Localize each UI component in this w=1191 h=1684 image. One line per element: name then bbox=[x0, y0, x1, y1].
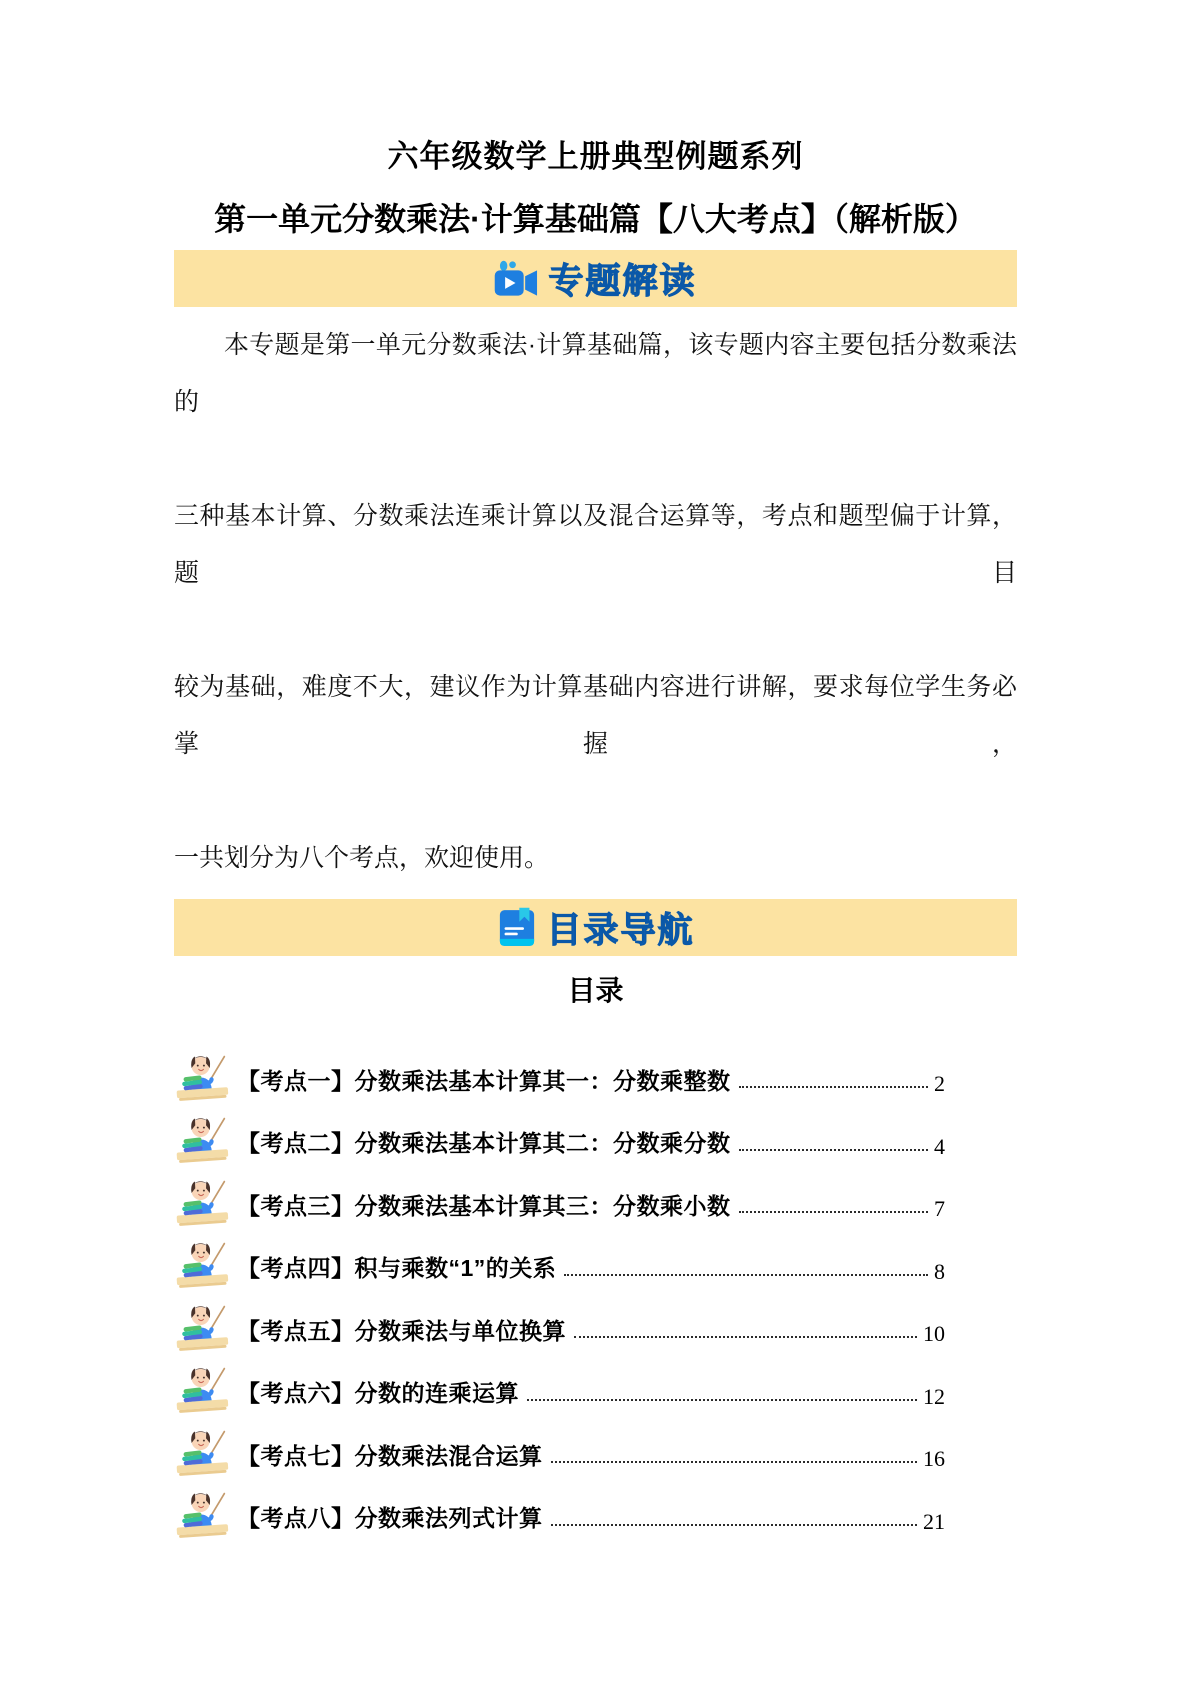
toc-dotted-leader bbox=[739, 1086, 929, 1088]
student-avatar-icon bbox=[174, 1048, 231, 1105]
toc-heading: 目录 bbox=[567, 975, 624, 1006]
toc-item-7[interactable] bbox=[174, 1423, 945, 1486]
toc-item-label: 【考点六】分数的连乘运算 bbox=[237, 1380, 519, 1407]
toc-item-label: 【考点二】分数乘法基本计算其二：分数乘分数 bbox=[237, 1130, 731, 1157]
student-avatar-icon bbox=[174, 1110, 231, 1167]
intro-line: 一共划分为八个考点，欢迎使用。 bbox=[174, 844, 550, 872]
intro-line: 三种基本计算、分数乘法连乘计算以及混合运算等，考点和题型偏于计算，题目 bbox=[174, 502, 1017, 587]
toc-dotted-leader bbox=[574, 1336, 917, 1338]
toc-dotted-leader bbox=[564, 1274, 928, 1276]
toc-page-number: 10 bbox=[923, 1321, 945, 1347]
student-avatar-icon bbox=[174, 1298, 231, 1355]
toc-dotted-leader bbox=[527, 1399, 917, 1401]
toc-page-number: 8 bbox=[934, 1258, 945, 1284]
student-avatar-icon bbox=[174, 1360, 231, 1417]
toc-item-label: 【考点三】分数乘法基本计算其三：分数乘小数 bbox=[237, 1192, 731, 1219]
toc-item-label: 【考点一】分数乘法基本计算其一：分数乘整数 bbox=[237, 1067, 731, 1094]
intro-line: 较为基础，难度不大，建议作为计算基础内容进行讲解，要求每位学生务必掌握， bbox=[174, 673, 1017, 758]
toc-page-number: 16 bbox=[923, 1446, 945, 1472]
toc-nav-badge bbox=[496, 903, 694, 953]
notebook-icon bbox=[496, 906, 538, 950]
toc-item-5[interactable] bbox=[174, 1298, 945, 1361]
toc-item-label: 【考点四】积与乘数“1”的关系 bbox=[237, 1255, 557, 1282]
student-avatar-icon bbox=[174, 1423, 231, 1480]
toc-item-label: 【考点七】分数乘法混合运算 bbox=[237, 1442, 543, 1469]
document-subtitle: 第一单元分数乘法·计算基础篇【八大考点】（解析版） bbox=[214, 201, 977, 237]
toc-list bbox=[174, 1048, 1017, 1548]
toc-nav-banner-label: 目录导航 bbox=[546, 910, 695, 950]
toc-page-number: 21 bbox=[923, 1508, 945, 1534]
toc-page-number: 12 bbox=[923, 1383, 945, 1409]
toc-item-1[interactable] bbox=[174, 1048, 945, 1111]
topic-banner-label: 专题解读 bbox=[548, 261, 697, 301]
toc-dotted-leader bbox=[739, 1211, 929, 1213]
topic-banner bbox=[174, 250, 1017, 307]
intro-paragraph bbox=[174, 317, 1017, 887]
toc-nav-banner bbox=[174, 899, 1017, 956]
toc-dotted-leader bbox=[551, 1524, 918, 1526]
document-title: 六年级数学上册典型例题系列 bbox=[387, 139, 804, 174]
video-camera-icon bbox=[494, 259, 540, 298]
toc-page-number: 7 bbox=[934, 1196, 945, 1222]
toc-dotted-leader bbox=[551, 1461, 918, 1463]
toc-dotted-leader bbox=[739, 1149, 929, 1151]
student-avatar-icon bbox=[174, 1485, 231, 1542]
toc-item-3[interactable] bbox=[174, 1173, 945, 1236]
toc-item-8[interactable] bbox=[174, 1486, 945, 1549]
toc-item-4[interactable] bbox=[174, 1236, 945, 1299]
intro-line: 本专题是第一单元分数乘法·计算基础篇，该专题内容主要包括分数乘法的 bbox=[174, 331, 1017, 416]
student-avatar-icon bbox=[174, 1235, 231, 1292]
toc-page-number: 2 bbox=[934, 1071, 945, 1097]
toc-item-label: 【考点五】分数乘法与单位换算 bbox=[237, 1317, 566, 1344]
student-avatar-icon bbox=[174, 1173, 231, 1230]
toc-item-6[interactable] bbox=[174, 1361, 945, 1424]
toc-page-number: 4 bbox=[934, 1133, 945, 1159]
topic-badge bbox=[494, 254, 696, 304]
toc-item-2[interactable] bbox=[174, 1111, 945, 1174]
toc-item-label: 【考点八】分数乘法列式计算 bbox=[237, 1505, 543, 1532]
